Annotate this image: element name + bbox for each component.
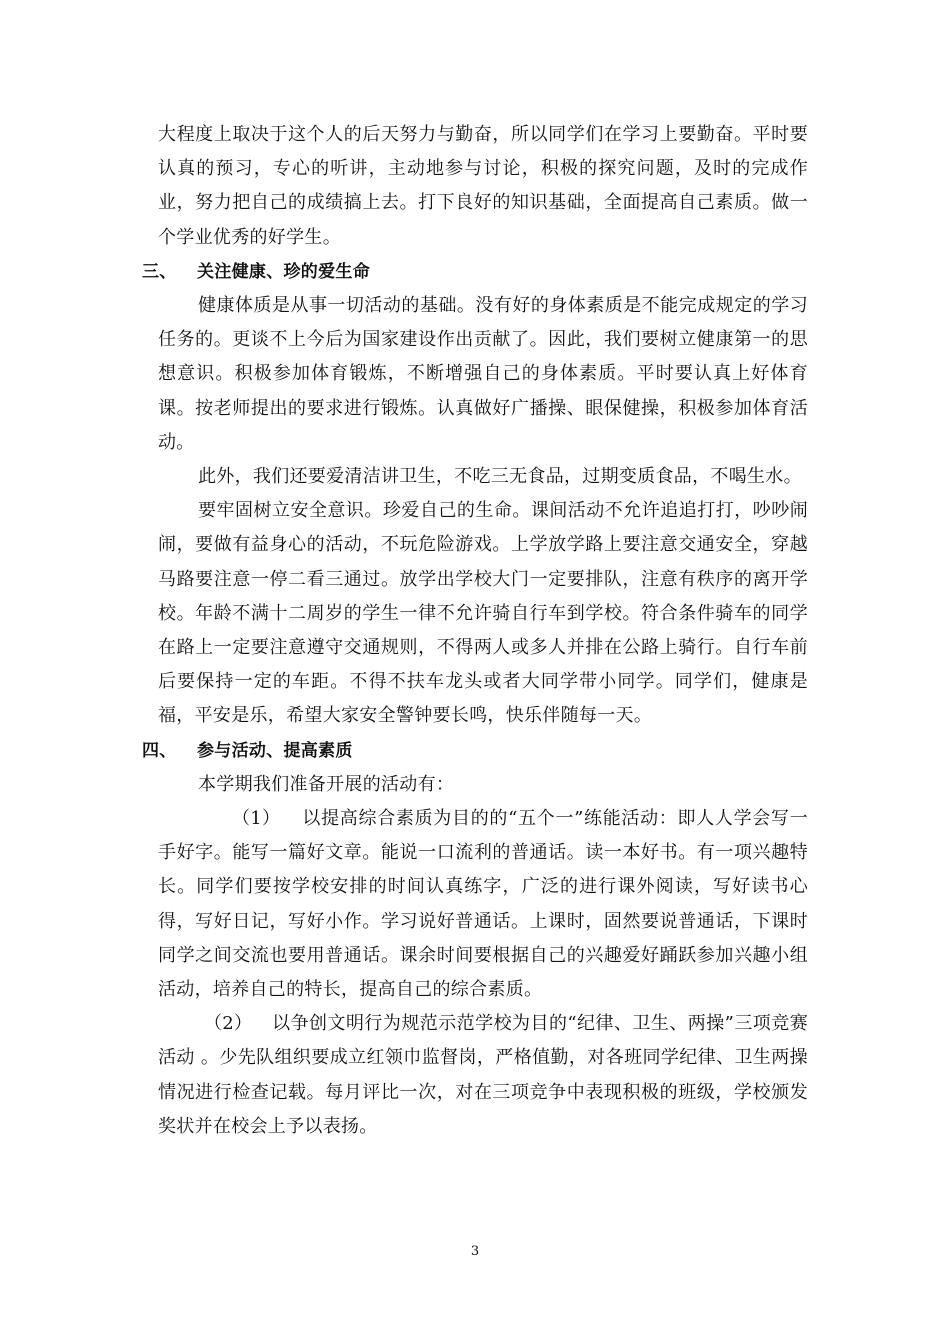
document-body: [142, 118, 808, 1144]
paragraph-safety: 要牢固树立安全意识。珍爱自己的生命。课间活动不允许追追打打，吵吵闹闹，要做有益身心的活动，不玩危险游戏。上学放学路上要注意交通安全，穿越马路要注意一停二看三通过。放学出学校大门一定要排队，注意有秩序的离开学校。年龄不满十二周岁的学生一律不允许骑自行车到学校。符合条件骑车的同学在路上一定要注意遵守交通规则，不得两人或多人并排在公路上骑行。自行车前后要保持一定的车距。不得不扶车龙头或者大同学带小同学。同学们，健康是福，平安是乐，希望大家安全警钟要长鸣，快乐伴随每一天。: [158, 500, 808, 727]
section-heading-4: [142, 734, 808, 768]
list-item-number: （1）: [232, 808, 281, 830]
list-item: [158, 1007, 808, 1144]
list-item-text: 以争创文明行为规范示范学校为目的“纪律、卫生、两操”三项竞赛活动 。少先队组织要成立红领巾监督岗，严格值勤，对各班同学纪律、卫生两操情况进行检查记载。每月评比一次，对在三项竞争中表现积极的班级，学校颁发奖状并在校会上予以表扬。: [158, 1013, 808, 1137]
page-number: 3: [470, 1244, 480, 1259]
section-number: 四、: [142, 740, 177, 761]
list-item: [158, 802, 808, 1007]
paragraph-hygiene: 此外，我们还要爱清洁讲卫生，不吃三无食品，过期变质食品，不喝生水。: [198, 466, 802, 488]
section-heading-3: [142, 255, 808, 289]
section-number: 三、: [142, 261, 177, 282]
paragraph-study-diligence: 大程度上取决于这个人的后天努力与勤奋，所以同学们在学习上要勤奋。平时要认真的预习，专心的听讲，主动地参与讨论，积极的探究问题，及时的完成作业，努力把自己的成绩搞上去。打下良好的知识基础，全面提高自己素质。做一个学业优秀的好学生。: [158, 124, 808, 248]
list-item-text: 以提高综合素质为目的的“五个一”练能活动：即人人学会写一手好字。能写一篇好文章。能说一口流利的普通话。读一本好书。有一项兴趣特长。同学们要按学校安排的时间认真练字，广泛的进行课外阅读，写好读书心得，写好日记，写好小作。学习说好普通话。上课时，固然要说普通话，下课时同学之间交流也要用普通话。课余时间要根据自己的兴趣爱好踊跃参加兴趣小组活动，培养自己的特长，提高自己的综合素质。: [158, 808, 808, 1001]
section-title: 关注健康、珍的爱生命: [197, 261, 370, 282]
paragraph-health: 健康体质是从事一切活动的基础。没有好的身体素质是不能完成规定的学习任务的。更谈不上今后为国家建设作出贡献了。因此，我们要树立健康第一的思想意识。积极参加体育锻炼，不断增强自己的身体素质。平时要认真上好体育课。按老师提出的要求进行锻炼。认真做好广播操、眼保健操，积极参加体育活动。: [158, 295, 808, 453]
section-title: 参与活动、提高素质: [197, 740, 353, 761]
list-item-number: （2）: [204, 1013, 253, 1035]
paragraph-activities-intro: 本学期我们准备开展的活动有：: [198, 773, 455, 795]
